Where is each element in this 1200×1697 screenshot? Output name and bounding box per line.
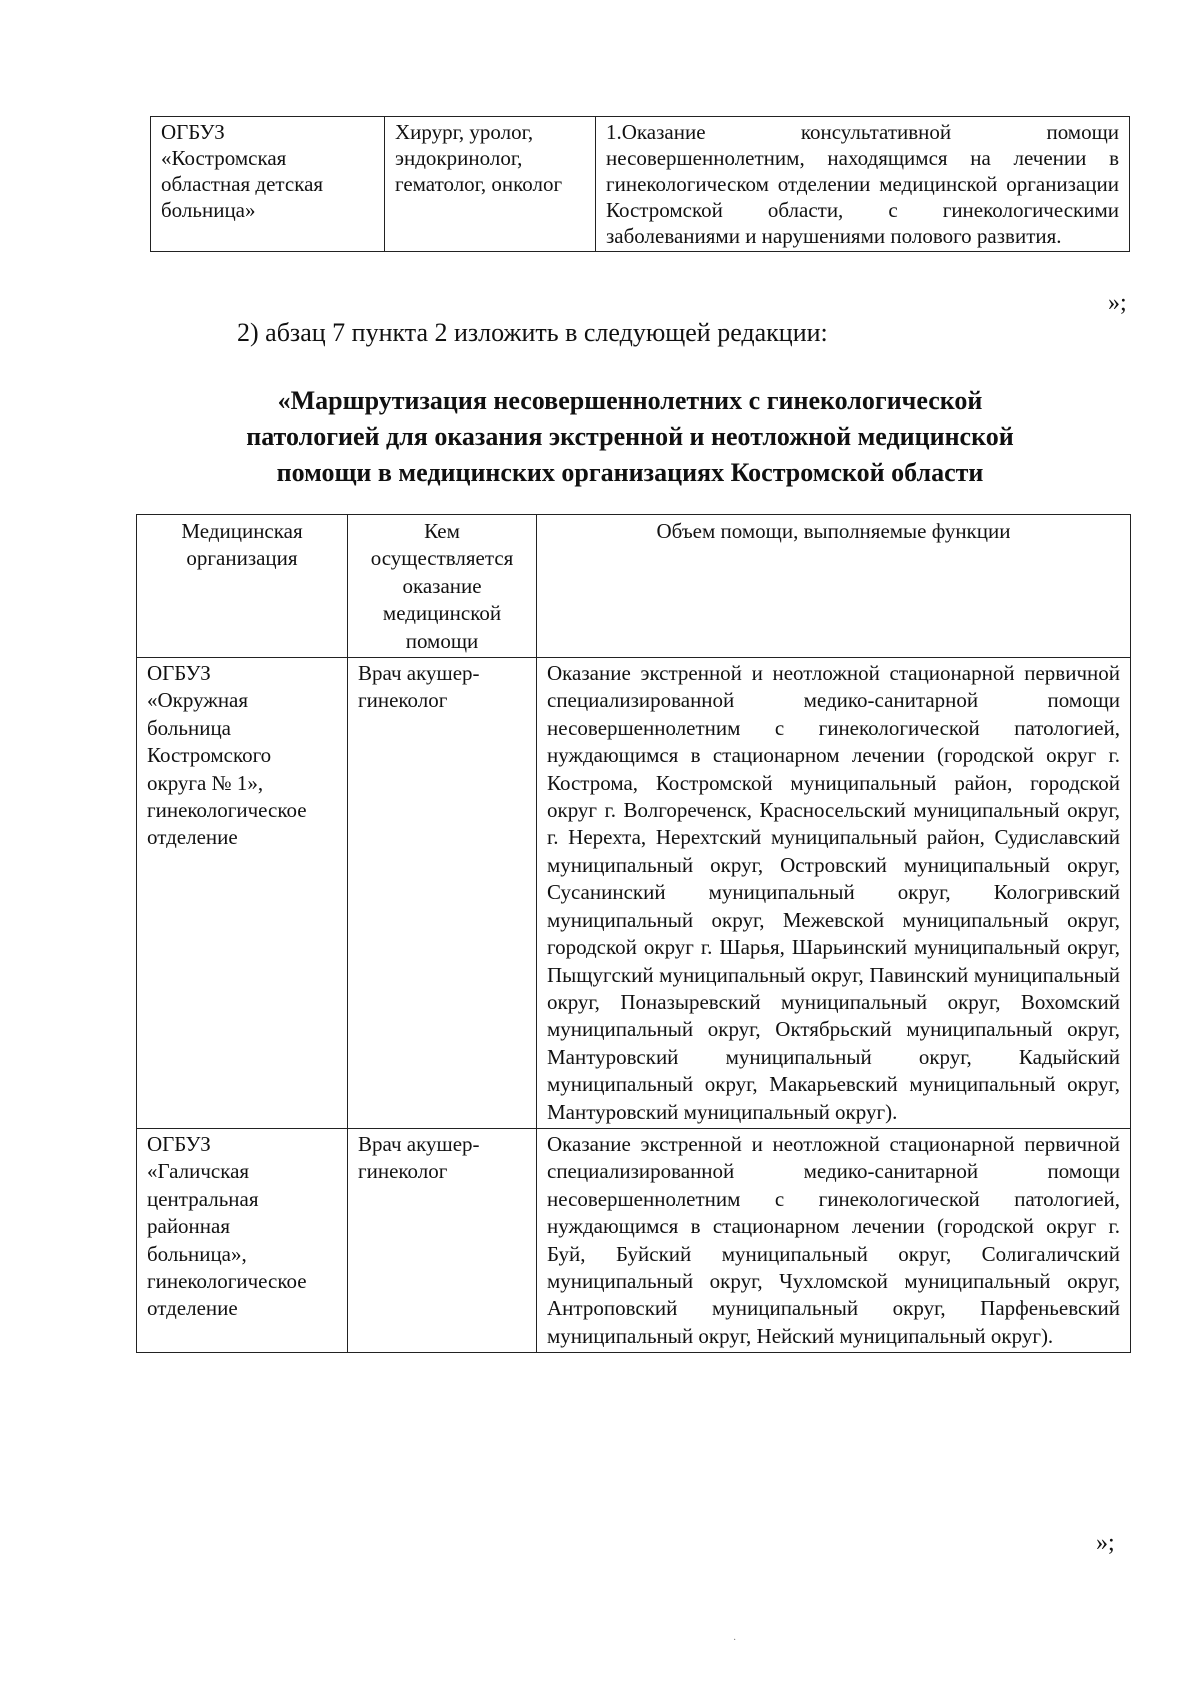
who-line: гинеколог [358, 688, 448, 713]
amendment-paragraph: 2) абзац 7 пункта 2 изложить в следующей редакции: [237, 318, 828, 347]
title-line: патологией для оказания экстренной и неотложной медицинской [246, 422, 1014, 451]
org-line: «Галичская [147, 1159, 250, 1184]
header-org: Медицинская организация [137, 515, 348, 658]
org-line: больница [147, 715, 231, 740]
scan-speck: · [733, 1635, 737, 1646]
scope-cell: Оказание экстренной и неотложной стационарной первичной специализированной медико-санитарной помощи несовершеннолетним с гинекологической патологией, нуждающимся в стационарном лечении (городской округ г. Кострома, Костромской муниципальный район, городской округ г. Волгореченск, Красносельский муниципальный округ, г. Нерехта, Нерехтский муниципальный район, Судиславский муниципальный округ, Островский муниципальный округ, Сусанинский муниципальный округ, Кологривский муниципальный округ, Межевской муниципальный округ, городской округ г. Шарья, Шарьинский муниципальный округ, Пыщугский муниципальный округ, Павинский муниципальный округ, Поназыревский муниципальный округ, Вохомский муниципальный округ, Октябрьский муниципальный округ, Мантуровский муниципальный округ, Кадыйский муниципальный округ, Макарьевский муниципальный округ, Мантуровский муниципальный округ). [537, 658, 1131, 1129]
org-line: округа № 1», [147, 770, 264, 795]
table-row [137, 658, 1131, 1129]
org-cell [137, 1128, 348, 1352]
org-line: центральная [147, 1186, 259, 1211]
org-line: больница», [147, 1241, 247, 1266]
org-line: гинекологическое [147, 1268, 307, 1293]
specialists-line: эндокринолог, [395, 146, 523, 170]
who-line: Врач акушер- [358, 1131, 480, 1156]
title-line: «Маршрутизация несовершеннолетних с гинекологической [277, 386, 983, 415]
org-cell [151, 117, 385, 252]
closing-quote: »; [1096, 1530, 1115, 1556]
org-line: районная [147, 1214, 231, 1239]
who-cell [348, 1128, 537, 1352]
routing-table [136, 514, 1131, 1353]
section-title [170, 383, 1090, 491]
header-scope: Объем помощи, выполняемые функции [537, 515, 1131, 658]
continuation-table [150, 116, 1130, 252]
org-cell [137, 658, 348, 1129]
org-line: ОГБУЗ [147, 661, 211, 686]
org-line: отделение [147, 1296, 238, 1321]
closing-quote: »; [1108, 290, 1127, 316]
org-line: «Костромская [161, 146, 287, 170]
scope-cell: Оказание экстренной и неотложной стационарной первичной специализированной медико-санитарной помощи несовершеннолетним с гинекологической патологией, нуждающимся в стационарном лечении (городской округ г. Буй, Буйский муниципальный округ, Солигаличский муниципальный округ, Чухломской муниципальный округ, Антроповский муниципальный округ, Парфеньевский муниципальный округ, Нейский муниципальный округ). [537, 1128, 1131, 1352]
specialists-line: Хирург, уролог, [395, 120, 534, 144]
org-line: «Окружная [147, 688, 249, 713]
who-line: Врач акушер- [358, 661, 480, 686]
org-line: отделение [147, 825, 238, 850]
specialists-line: гематолог, онколог [395, 172, 563, 196]
title-line: помощи в медицинских организациях Костромской области [276, 458, 984, 487]
table-row [137, 1128, 1131, 1352]
table-header-row [137, 515, 1131, 658]
who-line: гинеколог [358, 1159, 448, 1184]
specialists-cell [385, 117, 596, 252]
who-cell [348, 658, 537, 1129]
org-line: областная детская [161, 172, 324, 196]
header-who: Кем осуществляется оказание медицинской помощи [348, 515, 537, 658]
org-line: больница» [161, 198, 256, 222]
table-row [151, 117, 1130, 252]
functions-cell: 1.Оказание консультативной помощи несовершеннолетним, находящимся на лечении в гинекологическом отделении медицинской организации Костромской области, с гинекологическими заболеваниями и нарушениями полового развития. [596, 117, 1130, 252]
org-line: ОГБУЗ [161, 120, 225, 144]
org-line: гинекологическое [147, 798, 307, 823]
org-line: ОГБУЗ [147, 1131, 211, 1156]
org-line: Костромского [147, 743, 272, 768]
